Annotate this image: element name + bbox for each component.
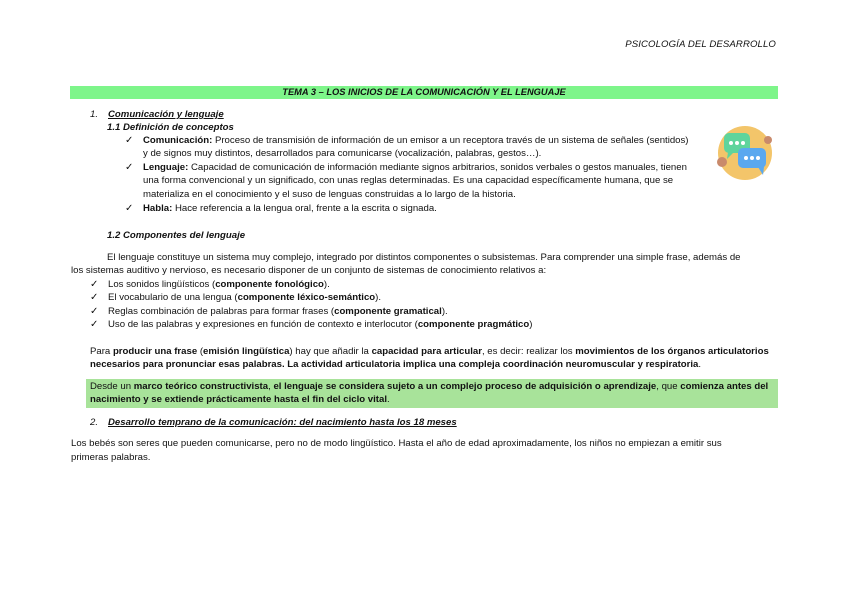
section-2-heading bbox=[90, 416, 457, 429]
highlight-text: , que bbox=[656, 381, 681, 392]
component-text: Uso de las palabras y expresiones en función de contexto e interlocutor ( bbox=[108, 319, 418, 331]
highlight-bold: nacimiento y se extiende prácticamente hasta el fin del ciclo vital bbox=[90, 394, 387, 406]
highlight-bold: marco teórico constructivista bbox=[133, 381, 269, 392]
highlight-bold: el lenguaje se considera sujeto a un complejo proceso de adquisición o aprendizaje bbox=[273, 381, 657, 392]
section-2-line-2: primeras palabras. bbox=[71, 452, 151, 463]
para-text: . bbox=[698, 359, 702, 371]
check-icon: ✓ bbox=[90, 305, 99, 317]
section-2-line-1: Los bebés son seres que pueden comunicarse, pero no de modo lingüístico. Hasta el año de edad aproximadamente, los niños no empiezan a emitir sus bbox=[71, 438, 722, 449]
definition-habla bbox=[143, 202, 437, 215]
def-comunicacion-line1: Proceso de transmisión de información de un emisor a un receptora través de un sistema de señales (sentidos) bbox=[212, 135, 689, 146]
para-bold: movimientos de los órganos articulatorios bbox=[575, 346, 769, 357]
component-text: ). bbox=[375, 292, 382, 304]
intro-line-2: los sistemas auditivo y nervioso, es necesario disponer de un conjunto de sistemas de conocimiento relativos a: bbox=[71, 265, 547, 276]
section-2-number: 2. bbox=[90, 417, 99, 428]
check-icon: ✓ bbox=[90, 319, 99, 331]
term-lenguaje: Lenguaje: bbox=[143, 162, 189, 173]
component-text: Los sonidos lingüísticos ( bbox=[108, 279, 216, 290]
section-2-title: Desarrollo temprano de la comunicación: del nacimiento hasta los 18 meses bbox=[108, 417, 457, 428]
para-bold: necesarios para pronunciar esas palabras. La actividad articulatoria implica una compleja coordinación neuromuscular y respiratoria bbox=[90, 359, 699, 371]
component-text: ). bbox=[323, 279, 330, 290]
definition-lenguaje bbox=[143, 161, 713, 201]
production-paragraph bbox=[90, 345, 780, 372]
check-icon: ✓ bbox=[90, 279, 99, 290]
definition-comunicacion bbox=[143, 134, 713, 161]
para-text: Para bbox=[90, 346, 113, 357]
list-item bbox=[90, 291, 780, 304]
def-lenguaje-line3: materializa en el conocimiento y el suso de lenguas construidas a lo largo de la historia. bbox=[143, 188, 516, 200]
highlight-bold: comienza antes del bbox=[680, 381, 769, 392]
chat-bubbles-icon bbox=[716, 124, 774, 182]
list-item bbox=[90, 278, 780, 291]
subsection-1-1-title: 1.1 Definición de conceptos bbox=[107, 122, 234, 133]
check-icon: ✓ bbox=[125, 135, 134, 146]
document-header-subject: PSICOLOGÍA DEL DESARROLLO bbox=[625, 39, 776, 50]
section-1-title: Comunicación y lenguaje bbox=[108, 109, 224, 120]
list-item bbox=[90, 305, 780, 318]
highlight-text: . bbox=[387, 394, 390, 406]
check-icon: ✓ bbox=[90, 292, 99, 304]
component-name: componente gramatical bbox=[334, 305, 442, 317]
component-text: ) bbox=[529, 319, 533, 331]
section-1-number: 1. bbox=[90, 109, 99, 120]
def-lenguaje-line1: Capacidad de comunicación de información mediante signos arbitrarios, sonidos verbales o gestos manuales, tienen bbox=[188, 162, 687, 173]
term-comunicacion: Comunicación: bbox=[143, 135, 213, 146]
component-text: Reglas combinación de palabras para formar frases ( bbox=[108, 305, 335, 317]
subsection-1-2-title: 1.2 Componentes del lenguaje bbox=[107, 230, 246, 241]
def-comunicacion-line2: y de signos muy distintos, desarrollados para comunicarse (vocalización, palabras, gestos…). bbox=[143, 148, 542, 160]
component-name: componente léxico-semántico bbox=[237, 292, 376, 304]
def-habla-text: Hace referencia a la lengua oral, frente a la escrita o signada. bbox=[172, 203, 437, 214]
para-text: , es decir: realizar los bbox=[481, 346, 576, 357]
component-name: componente fonológico bbox=[215, 279, 324, 290]
para-bold: producir una frase bbox=[112, 346, 198, 357]
def-lenguaje-line2: una forma convencional y un significado, con unas reglas determinadas. Es una capacidad específicamente humana, que se bbox=[143, 175, 674, 187]
constructivist-highlight-box bbox=[86, 379, 778, 408]
component-text: El vocabulario de una lengua ( bbox=[108, 292, 238, 304]
check-icon: ✓ bbox=[125, 162, 134, 173]
highlight-text: , bbox=[268, 381, 274, 392]
para-text: ) hay que añadir la bbox=[289, 346, 372, 357]
components-list bbox=[90, 278, 780, 332]
para-text: ( bbox=[197, 346, 204, 357]
check-icon: ✓ bbox=[125, 203, 134, 214]
highlight-text: Desde un bbox=[90, 381, 134, 392]
intro-line-1: El lenguaje constituye un sistema muy complejo, integrado por distintos componentes o subsistemas. Para comprender una simple frase, además de bbox=[107, 252, 741, 263]
term-habla: Habla: bbox=[143, 203, 173, 214]
para-bold: emisión lingüística bbox=[203, 346, 290, 357]
component-name: componente pragmático bbox=[417, 319, 530, 331]
section-1-heading bbox=[90, 108, 224, 121]
list-item bbox=[90, 318, 780, 331]
para-bold: capacidad para articular bbox=[371, 346, 482, 357]
component-text: ). bbox=[441, 305, 448, 317]
topic-title-bar: TEMA 3 – LOS INICIOS DE LA COMUNICACIÓN Y EL LENGUAJE bbox=[70, 86, 778, 99]
